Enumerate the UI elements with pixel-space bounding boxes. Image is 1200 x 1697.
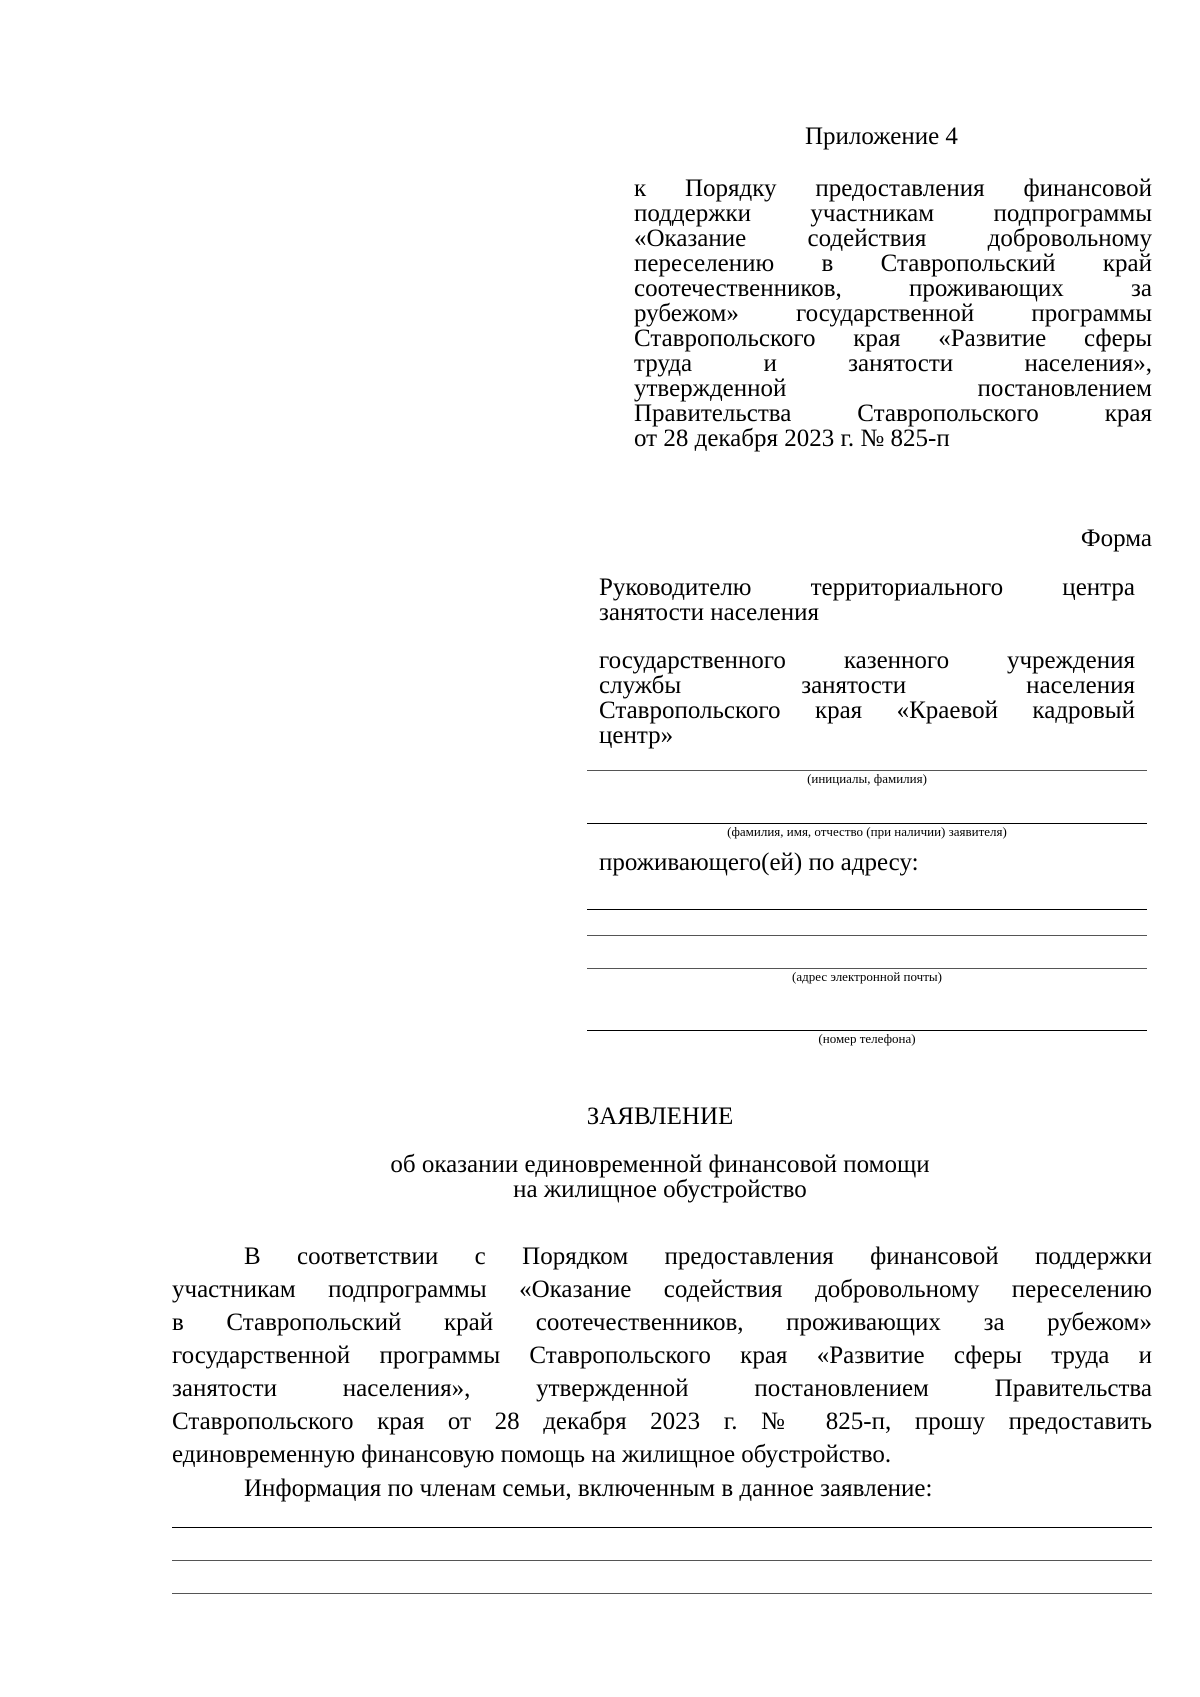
body-line: единовременную финансовую помощь на жилищное обустройство. — [172, 1441, 892, 1468]
appendix-line: «Оказание содействия добровольному — [634, 225, 1152, 252]
form-label: Форма — [1080, 525, 1152, 552]
addressee-line: государственного казенного учреждения — [599, 647, 1135, 674]
statement-body — [172, 1240, 1152, 1471]
family-line-2[interactable] — [172, 1560, 1152, 1561]
appendix-title: Приложение 4 — [805, 123, 958, 150]
initials-caption: (инициалы, фамилия) — [807, 771, 927, 786]
body-line: участникам подпрограммы «Оказание содействия добровольному переселению — [172, 1276, 1152, 1303]
addressee-line: занятости населения — [599, 599, 820, 626]
statement-subtitle-line-1: об оказании единовременной финансовой помощи — [390, 1151, 930, 1178]
appendix-line: переселению в Ставропольский край — [634, 250, 1152, 277]
body-line: Ставропольского края от 28 декабря 2023 г. № 825-п, прошу предоставить — [172, 1408, 1152, 1435]
statement-subtitle-line-2: на жилищное обустройство — [513, 1176, 807, 1203]
family-line-1[interactable] — [172, 1527, 1152, 1528]
appendix-reference — [634, 176, 1152, 451]
addressee-block-2 — [599, 648, 1135, 748]
addressee-line: Ставропольского края «Краевой кадровый — [599, 697, 1135, 724]
address-line-1[interactable] — [587, 909, 1147, 910]
appendix-line: соотечественников, проживающих за — [634, 275, 1152, 302]
appendix-line: труда и занятости населения», — [634, 350, 1152, 377]
body-line: занятости населения», утвержденной постановлением Правительства — [172, 1375, 1152, 1402]
body-line: В соответствии с Порядком предоставления финансовой поддержки — [244, 1243, 1152, 1270]
addressee-line: службы занятости населения — [599, 672, 1135, 699]
appendix-line: утвержденной постановлением — [634, 375, 1152, 402]
phone-caption: (номер телефона) — [818, 1031, 916, 1046]
appendix-line: Правительства Ставропольского края — [634, 400, 1152, 427]
addressee-block-1 — [599, 575, 1135, 625]
body-line: государственной программы Ставропольского края «Развитие сферы труда и — [172, 1342, 1152, 1369]
appendix-line: к Порядку предоставления финансовой — [634, 175, 1152, 202]
appendix-line: от 28 декабря 2023 г. № 825-п — [634, 425, 950, 452]
residing-label: проживающего(ей) по адресу: — [599, 849, 919, 876]
applicant-name-caption: (фамилия, имя, отчество (при наличии) заявителя) — [727, 824, 1007, 839]
appendix-line: поддержки участникам подпрограммы — [634, 200, 1152, 227]
appendix-line: рубежом» государственной программы — [634, 300, 1152, 327]
statement-heading: ЗАЯВЛЕНИЕ — [586, 1103, 734, 1130]
family-line-3[interactable] — [172, 1593, 1152, 1594]
addressee-line: центр» — [599, 722, 674, 749]
appendix-line: Ставропольского края «Развитие сферы — [634, 325, 1152, 352]
family-info-label: Информация по членам семьи, включенным в данное заявление: — [244, 1475, 933, 1502]
address-line-2[interactable] — [587, 935, 1147, 936]
body-line: в Ставропольский край соотечественников, проживающих за рубежом» — [172, 1309, 1152, 1336]
addressee-line: Руководителю территориального центра — [599, 574, 1135, 601]
email-caption: (адрес электронной почты) — [792, 969, 942, 984]
